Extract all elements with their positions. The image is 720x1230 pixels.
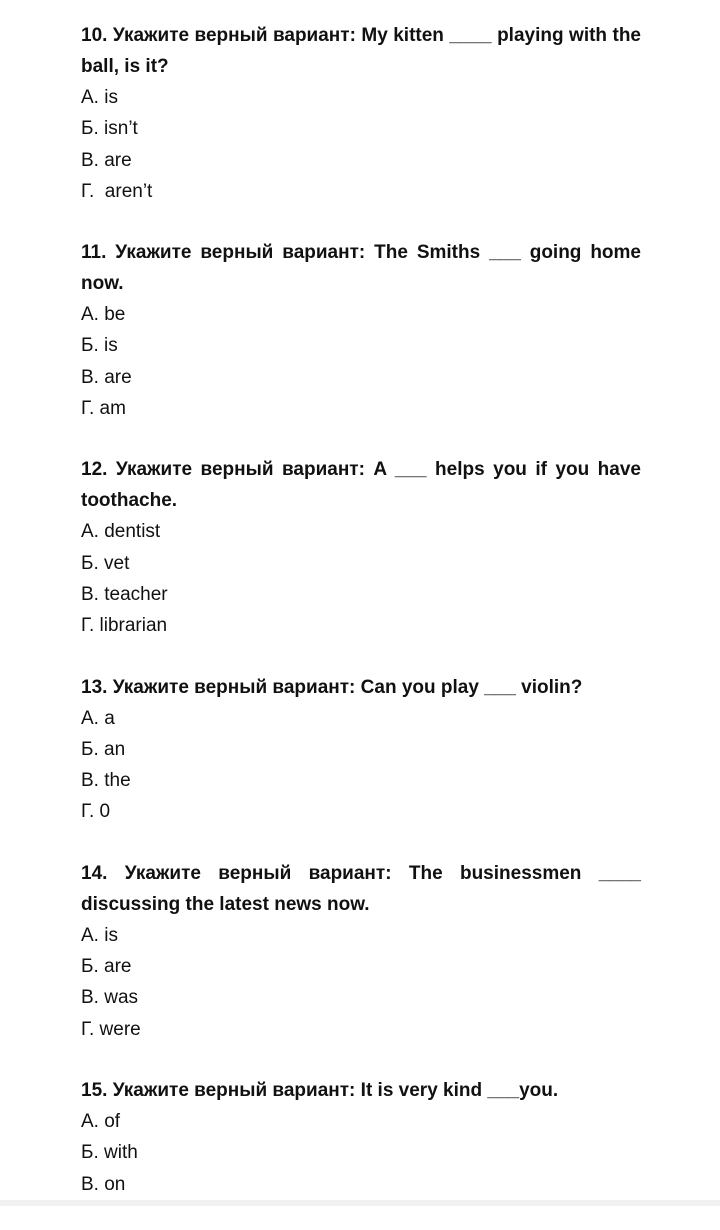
answer-option: Б. are	[81, 956, 132, 978]
answer-option: Г. librarian	[81, 615, 168, 637]
answer-option: В. are	[81, 149, 132, 171]
question-14	[81, 858, 641, 1045]
answer-option: Г. 0	[81, 801, 111, 823]
answer-option: Г. were	[81, 1018, 141, 1040]
question-15	[81, 1075, 641, 1200]
answer-option: В. are	[81, 366, 132, 388]
answer-option: В. was	[81, 987, 139, 1009]
question-title: 11. Укажите верный вариант: The Smiths ___ going home now.	[81, 242, 641, 295]
answer-option: А. is	[81, 87, 118, 108]
answer-option: В. the	[81, 770, 131, 792]
question-title: 10. Укажите верный вариант: My kitten ____ playing with the ball, is it?	[81, 25, 641, 77]
quiz-page	[81, 20, 641, 1230]
answer-option: В. teacher	[81, 583, 168, 605]
answer-option: Б. an	[81, 738, 126, 760]
question-title: 14. Укажите верный вариант: The businessmen ____ discussing the latest news now.	[81, 862, 641, 915]
answer-option: А. of	[81, 1110, 121, 1132]
answer-option: Г. am	[81, 398, 126, 420]
question-10	[81, 20, 641, 207]
question-11	[81, 237, 641, 424]
question-13	[81, 672, 641, 828]
question-12	[81, 454, 641, 641]
answer-option: Б. is	[81, 335, 118, 357]
question-title: 15. Укажите верный вариант: It is very kind ___you.	[81, 1079, 559, 1101]
answer-option: А. be	[81, 304, 126, 326]
page-bottom-edge	[0, 1200, 720, 1206]
question-title: 12. Укажите верный вариант: A ___ helps you if you have toothache.	[81, 459, 641, 512]
answer-option: Г. aren’t	[81, 180, 153, 202]
answer-option: В. on	[81, 1173, 126, 1195]
answer-option: А. is	[81, 924, 118, 946]
answer-option: Б. isn’t	[81, 118, 138, 140]
answer-option: А. a	[81, 707, 115, 729]
answer-option: Б. with	[81, 1142, 138, 1164]
question-title: 13. Укажите верный вариант: Can you play ___ violin?	[81, 676, 583, 698]
answer-option: А. dentist	[81, 521, 161, 543]
answer-option: Б. vet	[81, 552, 130, 574]
